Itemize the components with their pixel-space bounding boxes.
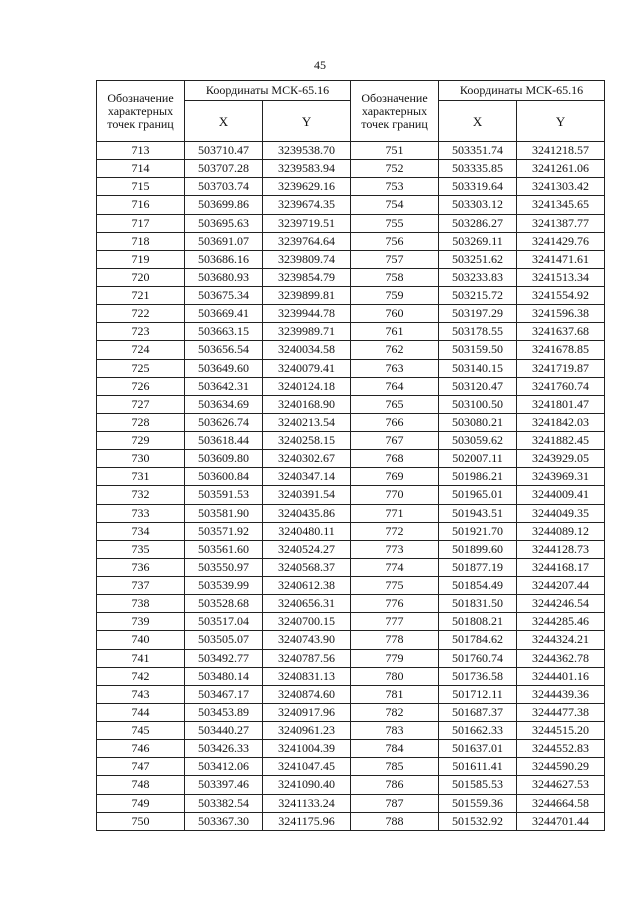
table-row bbox=[97, 631, 605, 649]
y-cell: 3240831.13 bbox=[263, 667, 351, 685]
x-cell: 501943.51 bbox=[439, 504, 517, 522]
y-cell: 3240743.90 bbox=[263, 631, 351, 649]
table-row bbox=[97, 758, 605, 776]
point-id-cell: 737 bbox=[97, 577, 185, 595]
x-cell: 501736.58 bbox=[439, 667, 517, 685]
x-cell: 503467.17 bbox=[185, 685, 263, 703]
x-cell: 503691.07 bbox=[185, 232, 263, 250]
point-id-cell: 760 bbox=[351, 305, 439, 323]
table-row bbox=[97, 160, 605, 178]
y-cell: 3240347.14 bbox=[263, 468, 351, 486]
y-cell: 3241047.45 bbox=[263, 758, 351, 776]
y-cell: 3241175.96 bbox=[263, 812, 351, 830]
table-row bbox=[97, 812, 605, 830]
x-cell: 501559.36 bbox=[439, 794, 517, 812]
x-cell: 503397.46 bbox=[185, 776, 263, 794]
point-id-cell: 742 bbox=[97, 667, 185, 685]
y-cell: 3239944.78 bbox=[263, 305, 351, 323]
point-id-cell: 769 bbox=[351, 468, 439, 486]
x-cell: 503528.68 bbox=[185, 595, 263, 613]
y-cell: 3241801.47 bbox=[517, 395, 605, 413]
point-id-cell: 722 bbox=[97, 305, 185, 323]
point-id-cell: 785 bbox=[351, 758, 439, 776]
y-cell: 3239989.71 bbox=[263, 323, 351, 341]
table-row bbox=[97, 504, 605, 522]
x-cell: 503686.16 bbox=[185, 250, 263, 268]
y-cell: 3240435.86 bbox=[263, 504, 351, 522]
x-cell: 503581.90 bbox=[185, 504, 263, 522]
x-cell: 503412.06 bbox=[185, 758, 263, 776]
table-row bbox=[97, 432, 605, 450]
table-row bbox=[97, 359, 605, 377]
y-cell: 3240612.38 bbox=[263, 577, 351, 595]
x-cell: 503634.69 bbox=[185, 395, 263, 413]
y-cell: 3241637.68 bbox=[517, 323, 605, 341]
point-id-cell: 770 bbox=[351, 486, 439, 504]
x-cell: 503251.62 bbox=[439, 250, 517, 268]
point-id-cell: 783 bbox=[351, 722, 439, 740]
x-cell: 501965.01 bbox=[439, 486, 517, 504]
table-row bbox=[97, 540, 605, 558]
x-cell: 501784.62 bbox=[439, 631, 517, 649]
point-id-cell: 740 bbox=[97, 631, 185, 649]
x-cell: 502007.11 bbox=[439, 450, 517, 468]
x-cell: 503550.97 bbox=[185, 558, 263, 576]
x-cell: 501637.01 bbox=[439, 740, 517, 758]
page-number: 45 bbox=[314, 58, 326, 72]
table-row bbox=[97, 577, 605, 595]
y-cell: 3244552.83 bbox=[517, 740, 605, 758]
point-id-cell: 724 bbox=[97, 341, 185, 359]
table-row bbox=[97, 522, 605, 540]
point-id-cell: 777 bbox=[351, 613, 439, 631]
y-cell: 3240258.15 bbox=[263, 432, 351, 450]
point-id-header-line3: точек границ bbox=[361, 116, 428, 131]
y-cell: 3243969.31 bbox=[517, 468, 605, 486]
point-id-cell: 754 bbox=[351, 196, 439, 214]
point-id-cell: 723 bbox=[97, 323, 185, 341]
y-cell: 3239764.64 bbox=[263, 232, 351, 250]
x-cell: 503663.15 bbox=[185, 323, 263, 341]
point-id-header-line2: характерных bbox=[107, 103, 174, 118]
point-id-cell: 746 bbox=[97, 740, 185, 758]
point-id-cell: 729 bbox=[97, 432, 185, 450]
point-id-cell: 716 bbox=[97, 196, 185, 214]
table-body bbox=[97, 142, 605, 831]
point-id-cell: 713 bbox=[97, 142, 185, 160]
point-id-cell: 751 bbox=[351, 142, 439, 160]
point-id-cell: 718 bbox=[97, 232, 185, 250]
x-cell: 503707.28 bbox=[185, 160, 263, 178]
y-cell: 3241882.45 bbox=[517, 432, 605, 450]
x-cell: 501808.21 bbox=[439, 613, 517, 631]
y-cell: 3244285.46 bbox=[517, 613, 605, 631]
y-cell: 3241719.87 bbox=[517, 359, 605, 377]
point-id-cell: 759 bbox=[351, 287, 439, 305]
point-id-cell: 730 bbox=[97, 450, 185, 468]
y-cell: 3240124.18 bbox=[263, 377, 351, 395]
table-row bbox=[97, 558, 605, 576]
table-row bbox=[97, 287, 605, 305]
table-row bbox=[97, 703, 605, 721]
x-cell: 501687.37 bbox=[439, 703, 517, 721]
x-cell: 503382.54 bbox=[185, 794, 263, 812]
point-id-header-line1: Обозначение bbox=[361, 90, 428, 105]
x-cell: 501854.49 bbox=[439, 577, 517, 595]
point-id-cell: 731 bbox=[97, 468, 185, 486]
point-id-cell: 763 bbox=[351, 359, 439, 377]
y-cell: 3241596.38 bbox=[517, 305, 605, 323]
point-id-cell: 781 bbox=[351, 685, 439, 703]
y-cell: 3241554.92 bbox=[517, 287, 605, 305]
point-id-cell: 756 bbox=[351, 232, 439, 250]
y-cell: 3241387.77 bbox=[517, 214, 605, 232]
point-id-cell: 768 bbox=[351, 450, 439, 468]
point-id-cell: 772 bbox=[351, 522, 439, 540]
x-cell: 501760.74 bbox=[439, 649, 517, 667]
point-id-cell: 719 bbox=[97, 250, 185, 268]
point-id-cell: 776 bbox=[351, 595, 439, 613]
point-id-cell: 786 bbox=[351, 776, 439, 794]
y-cell: 3239674.35 bbox=[263, 196, 351, 214]
point-id-cell: 761 bbox=[351, 323, 439, 341]
x-cell: 503517.04 bbox=[185, 613, 263, 631]
x-cell: 501585.53 bbox=[439, 776, 517, 794]
y-cell: 3240961.23 bbox=[263, 722, 351, 740]
x-cell: 503669.41 bbox=[185, 305, 263, 323]
x-cell: 503303.12 bbox=[439, 196, 517, 214]
table-row bbox=[97, 722, 605, 740]
point-id-cell: 738 bbox=[97, 595, 185, 613]
y-cell: 3240302.67 bbox=[263, 450, 351, 468]
y-cell: 3241004.39 bbox=[263, 740, 351, 758]
table-row bbox=[97, 776, 605, 794]
table-row bbox=[97, 305, 605, 323]
y-cell: 3241471.61 bbox=[517, 250, 605, 268]
y-cell: 3244089.12 bbox=[517, 522, 605, 540]
point-id-cell: 758 bbox=[351, 268, 439, 286]
x-cell: 501899.60 bbox=[439, 540, 517, 558]
x-cell: 503197.29 bbox=[439, 305, 517, 323]
y-cell: 3239583.94 bbox=[263, 160, 351, 178]
coords-header-left: Координаты МСК-65.16 bbox=[185, 81, 351, 101]
x-cell: 503656.54 bbox=[185, 341, 263, 359]
y-cell: 3241303.42 bbox=[517, 178, 605, 196]
x-cell: 503453.89 bbox=[185, 703, 263, 721]
y-cell: 3244009.41 bbox=[517, 486, 605, 504]
table-row bbox=[97, 268, 605, 286]
y-cell: 3244049.35 bbox=[517, 504, 605, 522]
y-cell: 3244168.17 bbox=[517, 558, 605, 576]
y-cell: 3241345.65 bbox=[517, 196, 605, 214]
point-id-header-line1: Обозначение bbox=[107, 90, 174, 105]
point-id-cell: 733 bbox=[97, 504, 185, 522]
point-id-cell: 767 bbox=[351, 432, 439, 450]
y-cell: 3241678.85 bbox=[517, 341, 605, 359]
x-cell: 503480.14 bbox=[185, 667, 263, 685]
y-cell: 3240213.54 bbox=[263, 413, 351, 431]
y-cell: 3240034.58 bbox=[263, 341, 351, 359]
point-id-cell: 714 bbox=[97, 160, 185, 178]
y-cell: 3240168.90 bbox=[263, 395, 351, 413]
point-id-cell: 762 bbox=[351, 341, 439, 359]
point-id-cell: 749 bbox=[97, 794, 185, 812]
x-cell: 503319.64 bbox=[439, 178, 517, 196]
y-cell: 3244477.38 bbox=[517, 703, 605, 721]
x-cell: 503600.84 bbox=[185, 468, 263, 486]
y-cell: 3244627.53 bbox=[517, 776, 605, 794]
x-cell: 503618.44 bbox=[185, 432, 263, 450]
x-cell: 501877.19 bbox=[439, 558, 517, 576]
x-cell: 503426.33 bbox=[185, 740, 263, 758]
table-row bbox=[97, 413, 605, 431]
y-cell: 3240568.37 bbox=[263, 558, 351, 576]
point-id-cell: 778 bbox=[351, 631, 439, 649]
point-id-cell: 764 bbox=[351, 377, 439, 395]
x-cell: 503649.60 bbox=[185, 359, 263, 377]
point-id-cell: 739 bbox=[97, 613, 185, 631]
y-cell: 3244590.29 bbox=[517, 758, 605, 776]
x-cell: 501921.70 bbox=[439, 522, 517, 540]
x-cell: 503159.50 bbox=[439, 341, 517, 359]
point-id-cell: 728 bbox=[97, 413, 185, 431]
point-id-cell: 782 bbox=[351, 703, 439, 721]
point-id-cell: 744 bbox=[97, 703, 185, 721]
table-row bbox=[97, 649, 605, 667]
point-id-cell: 773 bbox=[351, 540, 439, 558]
point-id-header-left bbox=[97, 81, 185, 142]
table-row bbox=[97, 323, 605, 341]
x-cell: 503492.77 bbox=[185, 649, 263, 667]
coords-header-right: Координаты МСК-65.16 bbox=[439, 81, 605, 101]
y-cell: 3239538.70 bbox=[263, 142, 351, 160]
x-cell: 503286.27 bbox=[439, 214, 517, 232]
y-cell: 3240480.11 bbox=[263, 522, 351, 540]
y-cell: 3239719.51 bbox=[263, 214, 351, 232]
x-cell: 503100.50 bbox=[439, 395, 517, 413]
x-cell: 503675.34 bbox=[185, 287, 263, 305]
x-cell: 503335.85 bbox=[439, 160, 517, 178]
point-id-cell: 745 bbox=[97, 722, 185, 740]
x-cell: 503626.74 bbox=[185, 413, 263, 431]
x-cell: 501986.21 bbox=[439, 468, 517, 486]
point-id-cell: 787 bbox=[351, 794, 439, 812]
y-cell: 3240391.54 bbox=[263, 486, 351, 504]
table-row bbox=[97, 196, 605, 214]
x-cell: 503140.15 bbox=[439, 359, 517, 377]
y-cell: 3239629.16 bbox=[263, 178, 351, 196]
point-id-cell: 766 bbox=[351, 413, 439, 431]
point-id-cell: 717 bbox=[97, 214, 185, 232]
table-row bbox=[97, 341, 605, 359]
y-cell: 3241429.76 bbox=[517, 232, 605, 250]
point-id-cell: 736 bbox=[97, 558, 185, 576]
point-id-cell: 752 bbox=[351, 160, 439, 178]
y-cell: 3241218.57 bbox=[517, 142, 605, 160]
point-id-header-right bbox=[351, 81, 439, 142]
y-cell: 3240917.96 bbox=[263, 703, 351, 721]
y-cell: 3244401.16 bbox=[517, 667, 605, 685]
point-id-cell: 750 bbox=[97, 812, 185, 830]
x-cell: 503080.21 bbox=[439, 413, 517, 431]
table-row bbox=[97, 250, 605, 268]
y-cell: 3244439.36 bbox=[517, 685, 605, 703]
point-id-cell: 743 bbox=[97, 685, 185, 703]
y-header-right: Y bbox=[517, 101, 605, 142]
point-id-cell: 720 bbox=[97, 268, 185, 286]
y-cell: 3240524.27 bbox=[263, 540, 351, 558]
x-cell: 503609.80 bbox=[185, 450, 263, 468]
y-cell: 3239899.81 bbox=[263, 287, 351, 305]
x-cell: 503505.07 bbox=[185, 631, 263, 649]
point-id-cell: 735 bbox=[97, 540, 185, 558]
table-row bbox=[97, 178, 605, 196]
table-row bbox=[97, 214, 605, 232]
y-cell: 3244324.21 bbox=[517, 631, 605, 649]
x-header-right: X bbox=[439, 101, 517, 142]
point-id-cell: 757 bbox=[351, 250, 439, 268]
table-row bbox=[97, 794, 605, 812]
y-cell: 3240656.31 bbox=[263, 595, 351, 613]
x-cell: 503642.31 bbox=[185, 377, 263, 395]
y-cell: 3240787.56 bbox=[263, 649, 351, 667]
point-id-cell: 780 bbox=[351, 667, 439, 685]
y-cell: 3241513.34 bbox=[517, 268, 605, 286]
point-id-cell: 726 bbox=[97, 377, 185, 395]
y-cell: 3241090.40 bbox=[263, 776, 351, 794]
table-row bbox=[97, 667, 605, 685]
point-id-cell: 788 bbox=[351, 812, 439, 830]
x-cell: 501831.50 bbox=[439, 595, 517, 613]
point-id-cell: 748 bbox=[97, 776, 185, 794]
y-cell: 3244664.58 bbox=[517, 794, 605, 812]
y-cell: 3244246.54 bbox=[517, 595, 605, 613]
table-row bbox=[97, 740, 605, 758]
x-cell: 503561.60 bbox=[185, 540, 263, 558]
y-cell: 3239854.79 bbox=[263, 268, 351, 286]
y-header-left: Y bbox=[263, 101, 351, 142]
table-row bbox=[97, 595, 605, 613]
table-row bbox=[97, 142, 605, 160]
point-id-cell: 774 bbox=[351, 558, 439, 576]
y-cell: 3240079.41 bbox=[263, 359, 351, 377]
coordinates-table bbox=[96, 80, 605, 831]
x-cell: 503680.93 bbox=[185, 268, 263, 286]
x-cell: 501532.92 bbox=[439, 812, 517, 830]
point-id-cell: 784 bbox=[351, 740, 439, 758]
x-cell: 503571.92 bbox=[185, 522, 263, 540]
point-id-cell: 771 bbox=[351, 504, 439, 522]
x-cell: 503539.99 bbox=[185, 577, 263, 595]
y-cell: 3244515.20 bbox=[517, 722, 605, 740]
x-cell: 501662.33 bbox=[439, 722, 517, 740]
point-id-cell: 715 bbox=[97, 178, 185, 196]
x-cell: 503440.27 bbox=[185, 722, 263, 740]
x-cell: 503699.86 bbox=[185, 196, 263, 214]
x-cell: 503710.47 bbox=[185, 142, 263, 160]
y-cell: 3243929.05 bbox=[517, 450, 605, 468]
point-id-cell: 779 bbox=[351, 649, 439, 667]
point-id-cell: 753 bbox=[351, 178, 439, 196]
table-row bbox=[97, 685, 605, 703]
point-id-cell: 755 bbox=[351, 214, 439, 232]
x-cell: 503120.47 bbox=[439, 377, 517, 395]
y-cell: 3244128.73 bbox=[517, 540, 605, 558]
y-cell: 3241261.06 bbox=[517, 160, 605, 178]
table-row bbox=[97, 468, 605, 486]
x-cell: 503591.53 bbox=[185, 486, 263, 504]
x-cell: 503215.72 bbox=[439, 287, 517, 305]
point-id-cell: 734 bbox=[97, 522, 185, 540]
point-id-header-line2: характерных bbox=[361, 103, 428, 118]
x-cell: 503178.55 bbox=[439, 323, 517, 341]
point-id-cell: 741 bbox=[97, 649, 185, 667]
table-row bbox=[97, 377, 605, 395]
y-cell: 3240874.60 bbox=[263, 685, 351, 703]
table-row bbox=[97, 450, 605, 468]
point-id-cell: 732 bbox=[97, 486, 185, 504]
x-cell: 501712.11 bbox=[439, 685, 517, 703]
x-cell: 503695.63 bbox=[185, 214, 263, 232]
y-cell: 3244207.44 bbox=[517, 577, 605, 595]
point-id-cell: 727 bbox=[97, 395, 185, 413]
y-cell: 3240700.15 bbox=[263, 613, 351, 631]
y-cell: 3241842.03 bbox=[517, 413, 605, 431]
x-cell: 503351.74 bbox=[439, 142, 517, 160]
y-cell: 3239809.74 bbox=[263, 250, 351, 268]
y-cell: 3241133.24 bbox=[263, 794, 351, 812]
x-cell: 503703.74 bbox=[185, 178, 263, 196]
x-cell: 503269.11 bbox=[439, 232, 517, 250]
point-id-cell: 747 bbox=[97, 758, 185, 776]
x-cell: 501611.41 bbox=[439, 758, 517, 776]
x-cell: 503367.30 bbox=[185, 812, 263, 830]
point-id-cell: 721 bbox=[97, 287, 185, 305]
table-row bbox=[97, 613, 605, 631]
point-id-cell: 775 bbox=[351, 577, 439, 595]
table-row bbox=[97, 395, 605, 413]
point-id-cell: 725 bbox=[97, 359, 185, 377]
table-row bbox=[97, 486, 605, 504]
x-cell: 503233.83 bbox=[439, 268, 517, 286]
y-cell: 3244362.78 bbox=[517, 649, 605, 667]
point-id-header-line3: точек границ bbox=[107, 116, 174, 131]
x-cell: 503059.62 bbox=[439, 432, 517, 450]
point-id-cell: 765 bbox=[351, 395, 439, 413]
table-row bbox=[97, 232, 605, 250]
y-cell: 3241760.74 bbox=[517, 377, 605, 395]
x-header-left: X bbox=[185, 101, 263, 142]
y-cell: 3244701.44 bbox=[517, 812, 605, 830]
